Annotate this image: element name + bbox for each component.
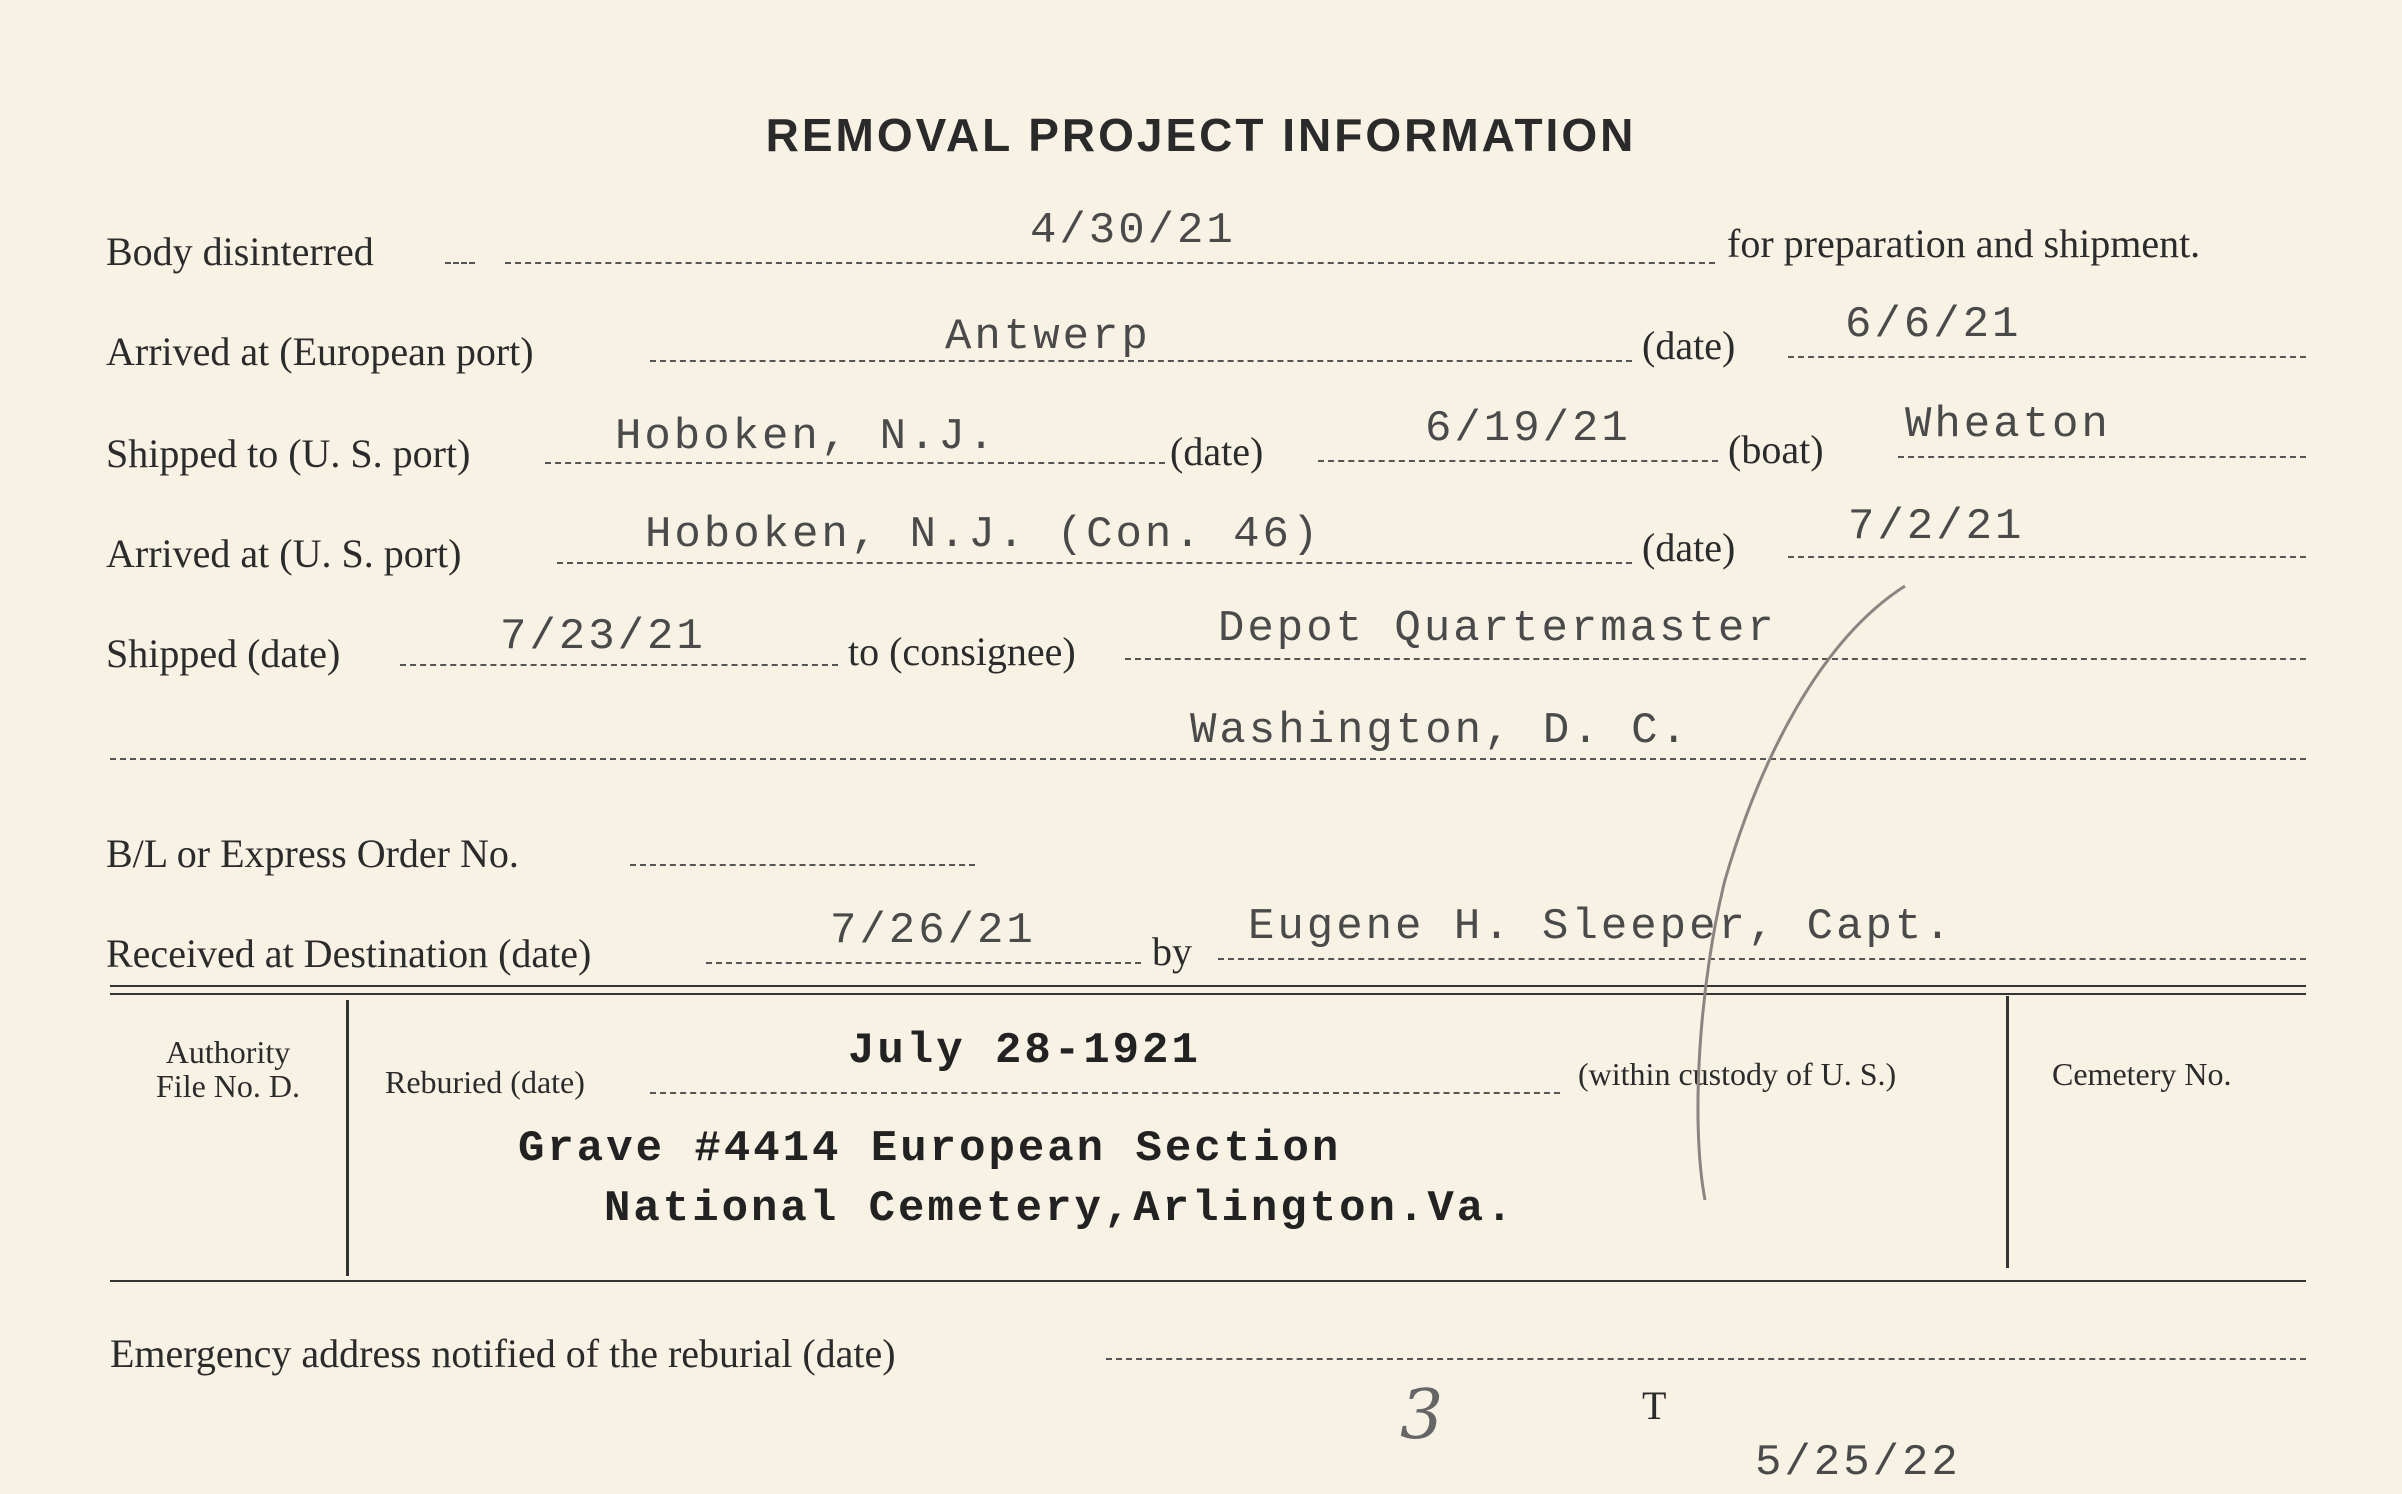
cemetery-no-label: Cemetery No.: [2052, 1056, 2232, 1092]
grave-line-2: National Cemetery,Arlington.Va.: [604, 1184, 1516, 1234]
emergency-label: Emergency address notified of the reburial (date): [110, 1331, 896, 1376]
consignee-value-2: Washington, D. C.: [1190, 706, 1690, 756]
us-ship-date-label: (date): [1170, 429, 1264, 474]
initial-t: T: [1642, 1383, 1667, 1428]
arrived-us-label: Arrived at (U. S. port): [106, 531, 462, 576]
received-date-value: 7/26/21: [830, 906, 1036, 956]
arrived-european-label: Arrived at (European port): [106, 329, 534, 374]
consignee-label: to (consignee): [848, 629, 1076, 674]
shipped-to-us-label: Shipped to (U. S. port): [106, 431, 471, 476]
us-arrival-date-value: 7/2/21: [1848, 502, 2025, 552]
boat-label: (boat): [1728, 427, 1824, 472]
body-disinterred-label: Body disinterred: [106, 229, 374, 274]
us-arrival-date-label: (date): [1642, 525, 1736, 570]
for-preparation-label: for preparation and shipment.: [1727, 221, 2201, 266]
us-port-arrived-value: Hoboken, N.J. (Con. 46): [645, 510, 1322, 560]
authority-label-1: Authority: [165, 1034, 291, 1070]
european-date-value: 6/6/21: [1845, 300, 2022, 350]
boat-value: Wheaton: [1905, 400, 2111, 450]
grave-line-1: Grave #4414 European Section: [518, 1124, 1342, 1174]
card-title: REMOVAL PROJECT INFORMATION: [765, 109, 1637, 161]
disinterred-date-value: 4/30/21: [1030, 206, 1236, 256]
authority-label-2: File No. D.: [156, 1068, 300, 1104]
received-by-value: Eugene H. Sleeper, Capt.: [1248, 902, 1954, 952]
consignee-value-1: Depot Quartermaster: [1218, 604, 1777, 654]
shipped-date-value: 7/23/21: [500, 612, 706, 662]
within-custody-label: (within custody of U. S.): [1578, 1056, 1897, 1092]
received-destination-label: Received at Destination (date): [106, 931, 592, 976]
us-ship-date-value: 6/19/21: [1425, 404, 1631, 454]
stamp-date: 5/25/22: [1755, 1438, 1961, 1488]
shipped-date-label: Shipped (date): [106, 631, 341, 676]
reburied-date-value: July 28-1921: [848, 1026, 1201, 1076]
european-date-label: (date): [1642, 323, 1736, 368]
us-port-shipped-value: Hoboken, N.J.: [615, 412, 998, 462]
hand-mark: 3: [1400, 1376, 1444, 1455]
reburied-date-label: Reburied (date): [385, 1064, 585, 1100]
bl-order-label: B/L or Express Order No.: [106, 831, 519, 876]
by-label: by: [1152, 929, 1192, 974]
european-port-value: Antwerp: [945, 312, 1151, 362]
